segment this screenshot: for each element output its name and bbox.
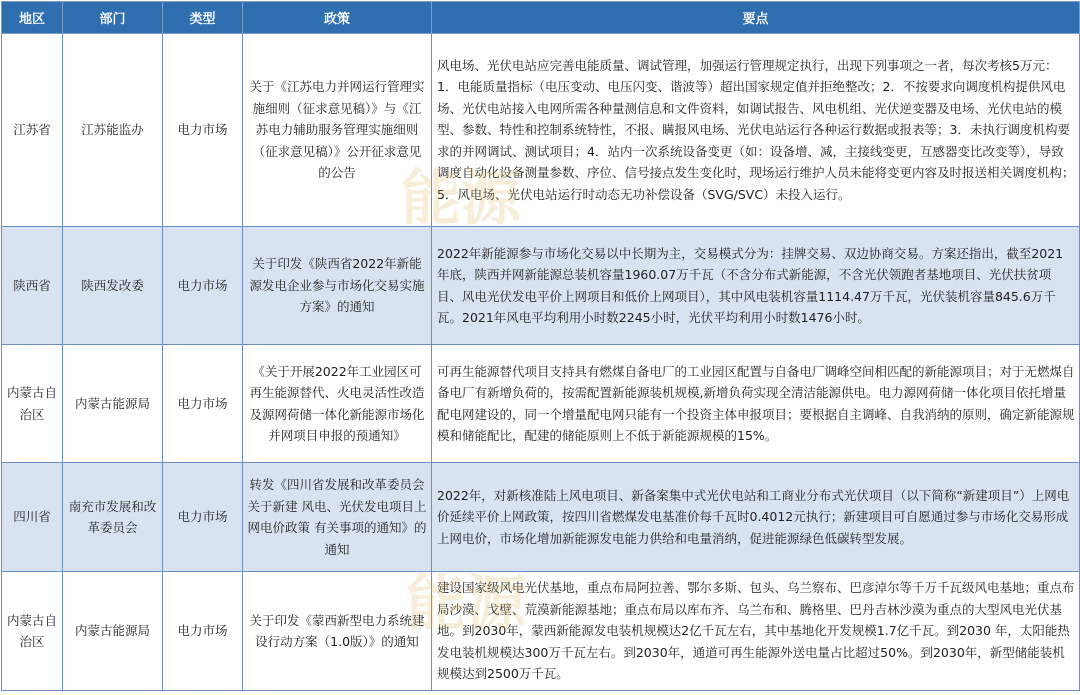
department-cell: 内蒙古能源局 — [63, 572, 163, 691]
department-cell: 江苏能监办 — [63, 34, 163, 227]
header-key-points: 要点 — [432, 2, 1080, 34]
policy-cell: 《关于开展2022年工业园区可再生能源替代、火电灵活性改造及源网荷储一体化新能源市场化并网项目申报的预通知》 — [243, 345, 432, 463]
policy-cell: 关于《江苏电力并网运行管理实施细则（征求意见稿）》与《江苏电力辅助服务管理实施细则（征求意见稿）》公开征求意见的公告 — [243, 34, 432, 227]
type-cell: 电力市场 — [163, 463, 243, 572]
key-points-cell: 2022年新能源参与市场化交易以中长期为主，交易模式分为：挂牌交易、双边协商交易。方案还指出，截至2021年底，陕西并网新能源总装机容量1960.07万千瓦（不含分布式新能源，不含光伏领跑者基地项目、光伏扶贫项目、风电光伏发电平价上网项目和低价上网项目），其中风电装机容量1114.47万千瓦，光伏装机容量845.6万千瓦。2021年风电平均利用小时数2245小时，光伏平均利用小时数1476小时。 — [432, 227, 1080, 345]
type-cell: 电力市场 — [163, 34, 243, 227]
key-points-cell: 可再生能源替代项目支持具有燃煤自备电厂的工业园区配置与自备电厂调峰空间相匹配的新能源项目；对于无燃煤自备电厂有新增负荷的，按需配置新能源装机规模,新增负荷实现全清洁能源供电。电力源网荷储一体化项目依托增量配电网建设的，同一个增量配电网只能有一个投资主体申报项目；要根据自主调峰、自我消纳的原则，确定新能源规模和储能配比，配建的储能原则上不低于新能源规模的15%。 — [432, 345, 1080, 463]
department-cell: 内蒙古能源局 — [63, 345, 163, 463]
table-row — [2, 34, 1080, 227]
type-cell: 电力市场 — [163, 345, 243, 463]
policy-table-container — [1, 1, 1079, 693]
key-points-cell: 建设国家级风电光伏基地，重点布局阿拉善、鄂尔多斯、包头、乌兰察布、巴彦淖尔等千万千瓦级风电基地；重点布局沙漠、戈壁、荒漠新能源基地；重点布局以库布齐、乌兰布和、腾格里、巴丹吉林沙漠为重点的大型风电光伏基地。到2030年，蒙西新能源发电装机规模达2亿千瓦左右，其中基地化开发规模1.7亿千瓦。到2030 年，太阳能热发电装机规模达300万千瓦左右。到2030年，通道可再生能源外送电量占比超过50%。到2030年，新型储能装机规模达到2500万千瓦。 — [432, 572, 1080, 691]
header-type: 类型 — [163, 2, 243, 34]
region-cell: 江苏省 — [2, 34, 63, 227]
region-cell: 内蒙古自治区 — [2, 572, 63, 691]
policy-cell: 关于印发《陕西省2022年新能源发电企业参与市场化交易实施方案》的通知 — [243, 227, 432, 345]
region-cell: 四川省 — [2, 463, 63, 572]
key-points-cell: 2022年，对新核准陆上风电项目、新备案集中式光伏电站和工商业分布式光伏项目（以下简称“新建项目”）上网电价延续平价上网政策，按四川省燃煤发电基准价每千瓦时0.4012元执行；新建项目可自愿通过参与市场化交易形成上网电价，市场化增加新能源发电能力供给和电量消纳，促进能源绿色低碳转型发展。 — [432, 463, 1080, 572]
policy-cell: 关于印发《蒙西新型电力系统建设行动方案（1.0版）》的通知 — [243, 572, 432, 691]
header-policy: 政策 — [243, 2, 432, 34]
department-cell: 陕西发改委 — [63, 227, 163, 345]
table-row — [2, 463, 1080, 572]
region-cell: 内蒙古自治区 — [2, 345, 63, 463]
policy-table — [1, 1, 1080, 691]
watermark-logo: 能源 — [406, 569, 526, 639]
table-row — [2, 345, 1080, 463]
department-cell: 南充市发展和改革委员会 — [63, 463, 163, 572]
header-department: 部门 — [63, 2, 163, 34]
watermark-logo: 能源 — [401, 164, 521, 234]
type-cell: 电力市场 — [163, 572, 243, 691]
header-row — [2, 2, 1080, 34]
type-cell: 电力市场 — [163, 227, 243, 345]
key-points-cell: 风电场、光伏电站应完善电能质量、调试管理，加强运行管理规定执行，出现下列事项之一者，每次考核5万元：1．电能质量指标（电压变动、电压闪变、谐波等）超出国家规定值并拒绝整改；2．不按要求向调度机构提供风电场、光伏电站接入电网所需各种量测信息和文件资料，如调试报告、风电机组、光伏逆变器及电场、光伏电站的模型、参数、特性和控制系统特性，不报、瞒报风电场、光伏电站运行各种运行数据或报表等；3．未执行调度机构要求的并网调试、测试项目；4．站内一次系统设备变更（如：设备增、减，主接线变更，互感器变比改变等），导致调度自动化设备测量参数、序位、信号接点发生变化时，现场运行维护人员未能将变更内容及时报送相关调度机构；5．风电场、光伏电站运行时动态无功补偿设备（SVG/SVC）未投入运行。 — [432, 34, 1080, 227]
region-cell: 陕西省 — [2, 227, 63, 345]
policy-cell: 转发《四川省发展和改革委员会关于新建 风电、光伏发电项目上网电价政策 有关事项的通知》的通知 — [243, 463, 432, 572]
header-region: 地区 — [2, 2, 63, 34]
table-row — [2, 572, 1080, 691]
table-row — [2, 227, 1080, 345]
